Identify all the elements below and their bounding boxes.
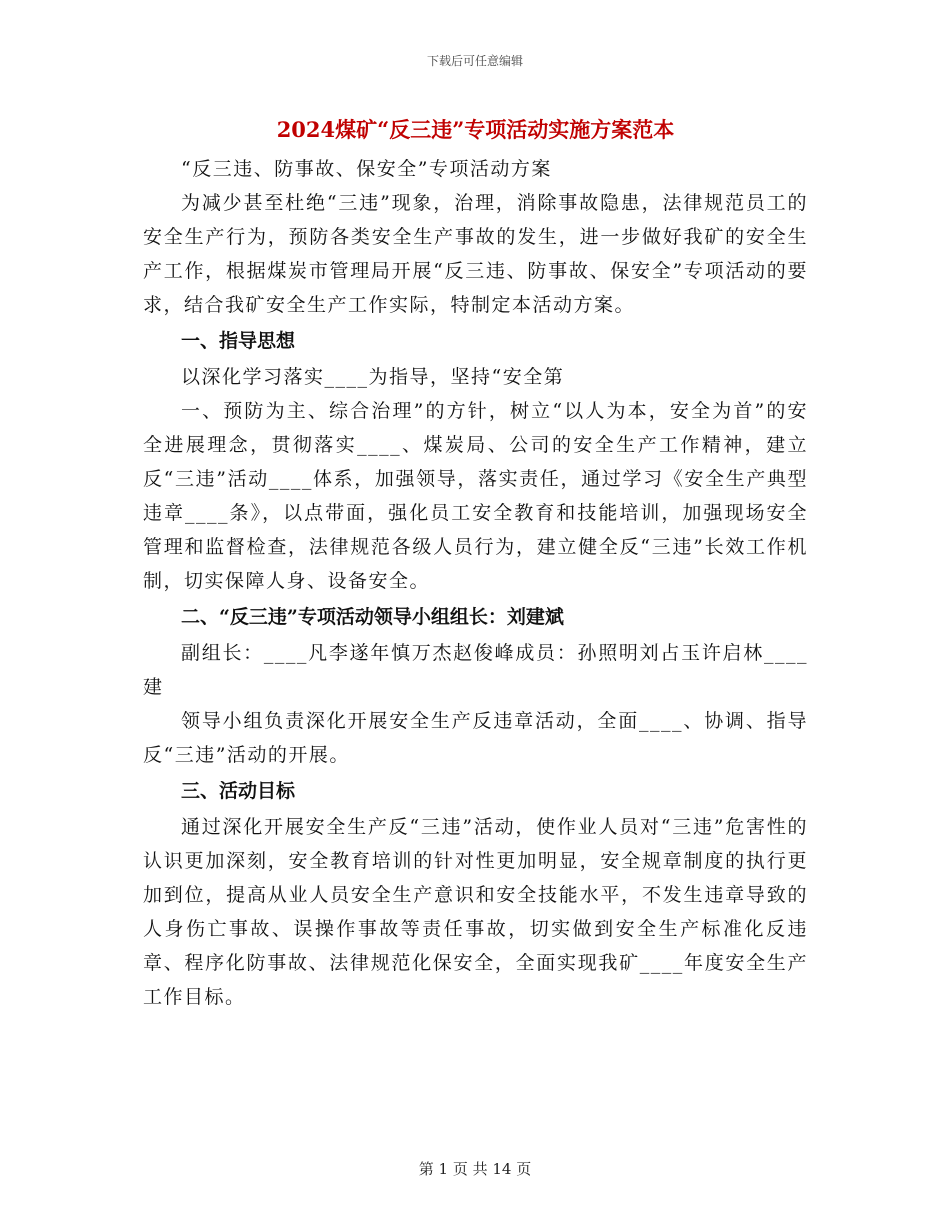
document-subtitle: “反三违、防事故、保安全”专项活动方案 — [181, 158, 552, 180]
section-1-paragraph-2: 一、预防为主、综合治理”的方针，树立“以人为本，安全为首”的安全进展理念，贯彻落实____、煤炭局、公司的安全生产工作精神，建立反“三违”活动____体系，加强领导，落实责任，通过学习《安全生产典型违章____条》，以点带面，强化员工安全教育和技能培训，加强现场安全管理和监督检查，法律规范各级人员行为，建立健全反“三违”长效工作机制，切实保障人身、设备安全。 — [143, 400, 808, 592]
page-header-note: 下载后可任意编辑 — [426, 54, 523, 68]
section-3-heading: 三、活动目标 — [181, 780, 296, 802]
section-2-paragraph-2: 领导小组负责深化开展安全生产反违章活动，全面____、协调、指导反“三违”活动的开展。 — [143, 710, 808, 766]
section-1-paragraph-1: 以深化学习落实____为指导，坚持“安全第 — [181, 366, 565, 388]
intro-paragraph: 为减少甚至杜绝“三违”现象，治理，消除事故隐患，法律规范员工的安全生产行为，预防各类安全生产事故的发生，进一步做好我矿的安全生产工作，根据煤炭市管理局开展“反三违、防事故、保安全”专项活动的要求，结合我矿安全生产工作实际，特制定本活动方案。 — [143, 192, 808, 316]
document-body — [143, 112, 808, 1014]
section-2-heading: 二、“反三违”专项活动领导小组组长：刘建斌 — [181, 606, 564, 628]
page-number: 第 1 页 共 14 页 — [418, 1160, 532, 1178]
section-2-paragraph-1: 副组长：____凡李遂年慎万杰赵俊峰成员：孙照明刘占玉许启林____建 — [143, 642, 808, 698]
section-1-heading: 一、指导思想 — [181, 330, 296, 352]
document-title: 2024煤矿“反三违”专项活动实施方案范本 — [276, 117, 675, 142]
section-3-paragraph-1: 通过深化开展安全生产反“三违”活动，使作业人员对“三违”危害性的认识更加深刻，安全教育培训的针对性更加明显，安全规章制度的执行更加到位，提高从业人员安全生产意识和安全技能水平，不发生违章导致的人身伤亡事故、误操作事故等责任事故，切实做到安全生产标准化反违章、程序化防事故、法律规范化保安全，全面实现我矿____年度安全生产工作目标。 — [143, 816, 808, 1008]
